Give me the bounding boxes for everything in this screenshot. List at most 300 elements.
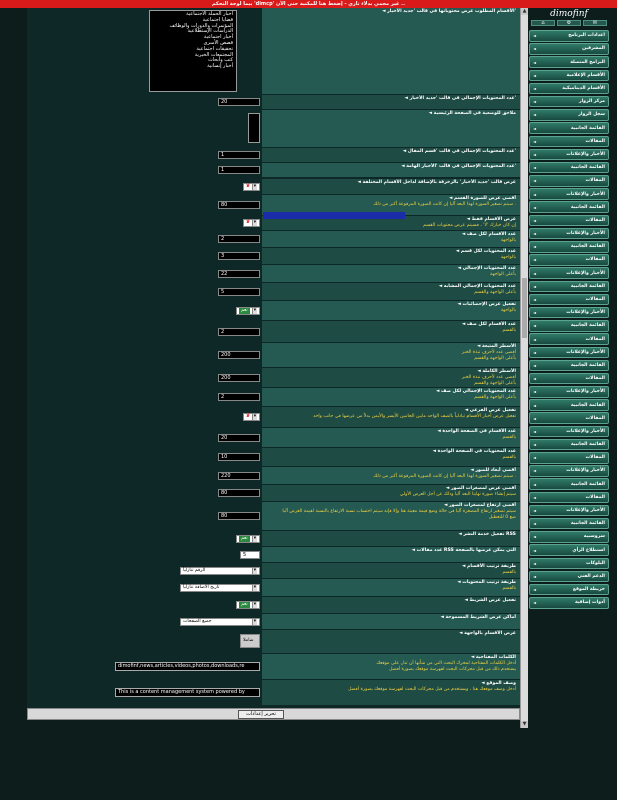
chevron-left-icon: ◄ (533, 125, 537, 131)
row-label: ◄ ملاحق للوضعية في الصفحة الرئيسية (262, 110, 520, 147)
row-title: عدد الأقسام لكل صف (466, 232, 516, 237)
row-label: ◄ تفعيل عرض الفرعي تفعيل عرض أخبار الأقسام تبادلياً بالصف الواحد مابين الجانبين الأيسر والأيمن بدلاً من عرضها في جانب واحد (262, 407, 520, 427)
sidebar-menu-item[interactable] (529, 175, 609, 187)
listbox-option[interactable]: أخبار الحملة الاجتماعية (186, 11, 233, 17)
sidebar-menu-item[interactable] (529, 439, 609, 451)
dropdown-select[interactable] (180, 567, 260, 575)
chevron-down-icon: ▾ (253, 567, 256, 573)
number-input[interactable]: 80 (218, 201, 260, 209)
chevron-left-icon: ◄ (533, 362, 537, 368)
number-input[interactable]: 20 (218, 98, 260, 106)
sidebar-menu-label: القائمة الجانبية (570, 165, 605, 171)
sidebar-menu-item[interactable] (529, 43, 609, 55)
sidebar-menu-item[interactable] (529, 452, 609, 464)
row-hint: بأعلى الواجهة (490, 272, 516, 277)
row-control-area (27, 110, 262, 147)
row-hint: أقصى عدد لأحرف نبذة الخبر (461, 375, 516, 380)
row-control-area (27, 216, 262, 230)
chevron-left-icon: ◄ (533, 204, 537, 210)
settings-row (27, 283, 520, 300)
row-control-area (27, 8, 262, 94)
warning-banner[interactable]: بيما لوحة التحكم 'dimcp' غير محمي بدلاء تاري - إضغط هنا للمكتبة حتى الآن .. (0, 0, 617, 8)
row-control-area (27, 531, 262, 546)
settings-row (27, 579, 520, 596)
chevron-left-icon: ◄ (533, 191, 537, 197)
sidebar-menu-item[interactable] (529, 597, 609, 609)
chevron-down-icon: ▾ (253, 535, 256, 541)
sidebar-menu-item[interactable] (529, 109, 609, 121)
sidebar-menu-item[interactable] (529, 465, 609, 477)
row-title: أقصى عرض للصورة القسم (454, 196, 516, 201)
chevron-down-icon: ▾ (253, 220, 256, 225)
row-title: أقصى عرض لمصغرات الصور (450, 486, 516, 491)
row-title: أقصى أبعاد للصور (475, 468, 516, 473)
sidebar-menu-label: القائمة الجانبية (570, 402, 605, 408)
chevron-left-icon: ◄ (533, 178, 537, 184)
settings-row (27, 654, 520, 679)
settings-row (27, 110, 520, 147)
sidebar-menu (529, 30, 609, 609)
row-title: عرض الأقسام بالواجهة (464, 631, 516, 636)
chevron-left-icon: ◄ (533, 310, 537, 316)
sidebar-menu-item[interactable] (529, 201, 609, 213)
select-value: نعم (241, 307, 248, 313)
sidebar-menu-item[interactable] (529, 215, 609, 227)
dropdown-select[interactable] (180, 618, 260, 626)
sidebar-menu-item[interactable] (529, 267, 609, 279)
yes-no-select[interactable] (243, 183, 260, 191)
submit-bar (27, 708, 520, 720)
sidebar-menu-label: سروسبيه (583, 534, 605, 540)
chevron-left-icon: ◄ (533, 270, 537, 276)
sidebar-menu-label: استطلاع الرأي (572, 547, 605, 553)
row-control-area (27, 467, 262, 484)
sidebar-menu-item[interactable] (529, 584, 609, 596)
select-value: لا (246, 414, 250, 419)
number-input[interactable]: 2 (218, 235, 260, 243)
row-label: ◄ عرض الأقسام فقط إن كان خيارك 'لا' ، فسيتم عرض محتويات القسم (262, 216, 520, 230)
sidebar-menu-label: الأخبار والإعلانات (566, 191, 605, 197)
number-input[interactable]: 1 (218, 166, 260, 174)
yes-no-select[interactable] (243, 413, 260, 421)
row-hint: بالواجهة (500, 238, 516, 243)
row-title: الأسطر المتبعة (482, 344, 516, 349)
home-icon[interactable]: ⌂ (531, 20, 555, 26)
scrollbar[interactable] (520, 8, 528, 728)
chevron-left-icon: ◄ (533, 336, 537, 342)
row-control-area (27, 265, 262, 282)
settings-row (27, 248, 520, 264)
select-value: تاريخ الاضافة تنازلياً (183, 584, 220, 590)
row-control-area (27, 368, 262, 387)
settings-row (27, 407, 520, 427)
listbox-option[interactable]: أخبار إنسانية (207, 63, 233, 70)
row-title: عدد المحتويات الإجمالي في قالب 'قسم المقال' (407, 149, 516, 154)
sidebar-menu-label: المقالات (585, 336, 605, 342)
row-label: ◄ أقصى ارتفاع لمصغرات الصور سيتم تصغير ارتفاع المصغرة آليا في حالة وضع قيمة معينة هنا وإلا فإنه سيتم احتساب نسبة الارتفاع بالنسبة لقيمة العرض آليا ضع 0 للتعطيل (262, 502, 520, 530)
sidebar-menu-item[interactable] (529, 426, 609, 438)
yes-no-select[interactable] (236, 535, 260, 543)
sidebar-menu-item[interactable] (529, 96, 609, 108)
listbox-option[interactable]: المؤتمرات والدورات والوظائف (169, 22, 233, 29)
settings-row (27, 388, 520, 406)
chevron-left-icon: ◄ (533, 481, 537, 487)
row-label: ◄ عدد المحتويات الإجمالي في قالب 'الأخبار الهامة' (262, 163, 520, 177)
row-label: ◄ أقصى عرض للصورة القسم سيتم تصغير الصورة لهذا البعد آليا إن كانت الصورة المرفوعة أكبر من ذلك . (262, 195, 520, 215)
row-label: ◄ عدد المحتويات في الصفحة الواحدة بالقسم (262, 448, 520, 466)
select-value: الرقم تنازلياً (183, 567, 206, 573)
chevron-left-icon: ◄ (533, 600, 537, 606)
settings-row (27, 301, 520, 320)
sidebar-menu-item[interactable] (529, 360, 609, 372)
chevron-left-icon: ◄ (533, 217, 537, 223)
sidebar-menu-label: الأخبار والإعلانات (566, 468, 605, 474)
number-input[interactable]: 5 (240, 551, 260, 559)
row-control-area (27, 163, 262, 177)
sidebar-menu-item[interactable] (529, 294, 609, 306)
settings-row (27, 448, 520, 466)
chevron-left-icon: ◄ (533, 468, 537, 474)
chevron-left-icon: ◄ (533, 534, 537, 540)
row-label: ◄ تفعيل عرض الإحصائيات بالواجهة (262, 301, 520, 320)
settings-row (27, 485, 520, 501)
number-input[interactable]: 22 (218, 270, 260, 278)
settings-row (27, 563, 520, 578)
row-label: ◄ الكلمات المفتاحية أدخل الكلمات المفتاحية لمحرك البحث التي من شأنها أن تدل على موقعك يستخدم ذلك من قبل محركات البحث لفهرسة موقعك بصورة أفضل (262, 654, 520, 679)
row-title: عدد الأقسام لكل صف (466, 322, 516, 327)
settings-row (27, 428, 520, 447)
settings-row (27, 343, 520, 367)
sidebar-menu-label: القائمة الجانبية (570, 442, 605, 448)
sidebar-menu-item[interactable] (529, 399, 609, 411)
row-hint: أدخل الكلمات المفتاحية لمحرك البحث التي من شأنها أن تدل على موقعك (376, 661, 516, 666)
save-settings-button[interactable]: تحرير إعدادات (238, 710, 284, 719)
yes-no-select[interactable] (236, 307, 260, 315)
row-title: طريقة ترتيب الأقسام (466, 564, 516, 569)
chevron-left-icon: ◄ (533, 455, 537, 461)
row-title: أماكن عرض الشريط المسموحة (445, 615, 516, 620)
chevron-left-icon: ◄ (533, 33, 537, 39)
row-hint: تفعيل عرض أخبار الأقسام تبادلياً بالصف الواحد مابين الجانبين الأيسر والأيمن بدلاً من عرضها في جانب واحد (313, 414, 516, 419)
row-title: عدد مقالات RSS التي يمكن عرضها بالصفحة (416, 548, 516, 553)
row-hint: بالواجهة (500, 255, 516, 260)
row-control-area (27, 301, 262, 320)
row-title: ملاحق للوضعية في الصفحة الرئيسية (433, 111, 516, 116)
sidebar-menu-item[interactable] (529, 478, 609, 490)
number-input[interactable]: 10 (218, 453, 260, 461)
row-hint: سيتم إنشاء صورة نهايتا البعد آليا وذلك عن أجل العرض الأولي (399, 492, 516, 497)
sidebar-menu-label: المقالات (585, 376, 605, 382)
sidebar-menu-label: الأخبار والإعلانات (566, 310, 605, 316)
row-control-area (27, 343, 262, 367)
number-input[interactable]: 5 (218, 288, 260, 296)
number-input[interactable]: 1 (218, 151, 260, 159)
sidebar-menu-item[interactable] (529, 228, 609, 240)
sidebar-menu-item[interactable] (529, 83, 609, 95)
sidebar-icons (529, 20, 609, 28)
number-input[interactable]: 80 (218, 512, 260, 520)
row-control-area (27, 179, 262, 194)
row-label: ◄ عرض قالب 'جديد الأخبار' بالزخرفة بالإضافة لداخل الأقسام المختلفة (262, 179, 520, 194)
row-label: ◄ عدد الأقسام لكل صف بالواجهة (262, 231, 520, 247)
row-control-area (27, 283, 262, 300)
sidebar-menu-item[interactable] (529, 492, 609, 504)
row-label: ◄ عدد المحتويات لكل قسم بالواجهة (262, 248, 520, 264)
row-control-area (27, 654, 262, 679)
sidebar-menu-label: الأخبار والإعلانات (566, 508, 605, 513)
listbox-option[interactable]: المجتمعات الخيرية (194, 51, 233, 58)
sidebar-menu-item[interactable] (529, 281, 609, 293)
sidebar-menu-label: أدوات إضافية (575, 600, 605, 606)
sidebar-menu-label: المقالات (585, 415, 605, 421)
settings-row (27, 630, 520, 653)
settings-row (27, 321, 520, 342)
sidebar-menu-label: الأخبار والإعلانات (566, 389, 605, 395)
select-value: نعم (241, 535, 248, 541)
sidebar-menu-item[interactable] (529, 254, 609, 266)
chevron-left-icon: ◄ (533, 151, 537, 157)
textarea-field[interactable] (248, 113, 260, 143)
listbox-option[interactable]: تحقيقات اجتماعية (196, 45, 233, 52)
settings-row (27, 163, 520, 177)
chevron-down-icon: ▾ (253, 183, 256, 189)
row-control-area (27, 388, 262, 406)
sidebar-menu-item[interactable] (529, 571, 609, 583)
row-label: ◄ عدد المحتويات الإجمالي في قالب 'جديد الأخبار' (262, 95, 520, 109)
chevron-left-icon: ◄ (533, 297, 537, 302)
sidebar-menu-label: المشرفين (582, 46, 605, 52)
sidebar-menu-item[interactable] (529, 241, 609, 253)
sidebar-menu-item[interactable] (529, 505, 609, 517)
sidebar-menu-label: الأخبار والإعلانات (566, 270, 605, 276)
chevron-down-icon: ▾ (253, 584, 256, 590)
settings-row (27, 680, 520, 705)
sidebar-menu-label: القائمة الجانبية (570, 244, 605, 250)
listbox-option[interactable]: قضايا اجتماعية (202, 16, 233, 23)
sidebar-menu-label: المقالات (585, 494, 605, 500)
settings-row (27, 148, 520, 162)
sidebar-menu-label: الدعم الفني (577, 573, 605, 579)
settings-row (27, 531, 520, 546)
row-label: ◄ الأقسام المطلوب عرض محتوياتها في قالب 'جديد الأخبار' (262, 8, 520, 94)
row-label: ◄ عدد المحتويات الإجمالي في قالب 'قسم المقال' (262, 148, 520, 162)
row-hint: بالقسم (502, 435, 516, 440)
settings-row (27, 231, 520, 247)
row-title: عدد المحتويات الإجمالي لكل صف (441, 389, 516, 394)
sidebar-menu-label: مركز الزوار (578, 99, 605, 105)
row-hint: بأعلى الواجهة والقسم (474, 381, 516, 386)
sidebar-menu-item[interactable] (529, 307, 609, 319)
chevron-down-icon: ▾ (253, 618, 256, 624)
row-control-area (27, 321, 262, 342)
dropdown-select[interactable] (180, 584, 260, 592)
sidebar-menu-item[interactable] (529, 320, 609, 332)
number-input[interactable]: 2 (218, 393, 260, 401)
sidebar-menu-label: اعدادات البرنامج (568, 33, 605, 39)
number-input[interactable]: 200 (218, 374, 260, 382)
sections-listbox[interactable] (149, 10, 237, 92)
number-input[interactable]: 80 (218, 489, 260, 497)
row-title: الأسطر الكاملة (482, 369, 516, 374)
row-hint: بالقسم (502, 455, 516, 460)
row-label: ◄ عرض الأقسام بالواجهة (262, 630, 520, 653)
row-title: عدد المحتويات لكل قسم (460, 249, 516, 254)
sidebar-menu-label: القائمة الجانبية (570, 204, 605, 210)
row-title: عرض قالب 'جديد الأخبار' بالزخرفة بالإضافة لداخل الأقسام المختلفة (362, 180, 516, 185)
row-control-area (27, 680, 262, 705)
sidebar-menu-label: المقالات (585, 257, 605, 263)
chevron-down-icon: ▾ (253, 602, 256, 607)
sidebar-menu-label: المقالات (585, 178, 605, 184)
row-label: ◄ طريقة ترتيب المحتويات بالقسم (262, 579, 520, 596)
chevron-left-icon: ◄ (533, 494, 537, 500)
sidebar-menu-item[interactable] (529, 544, 609, 556)
chevron-down-icon: ▾ (253, 307, 256, 313)
sidebar-menu-item[interactable] (529, 188, 609, 200)
sidebar-menu-item[interactable] (529, 412, 609, 424)
sidebar-menu-label: القائمة الجانبية (570, 323, 605, 329)
text-input[interactable]: dimofinf,news,articles,videos,photos,downloads,re (115, 662, 260, 671)
sidebar-menu-label: خريطة الموقع (572, 587, 605, 593)
sidebar-menu-label: المقالات (585, 297, 605, 302)
number-input[interactable]: 2 (218, 328, 260, 336)
sidebar-menu-item[interactable] (529, 558, 609, 570)
chevron-left-icon: ◄ (533, 323, 537, 329)
sidebar-menu-label: القائمة الجانبية (570, 481, 605, 487)
sidebar-menu-label: المقالات (585, 217, 605, 223)
sidebar-menu-item[interactable] (529, 122, 609, 134)
row-hint: بأعلى الواجهة والقسم (474, 395, 516, 400)
row-hint: أدخل وصف موقعك هنا ، ويستخدم من قبل محركات البحث لفهرسة موقعك بصورة أفضل (348, 687, 516, 692)
sidebar-menu-item[interactable] (529, 162, 609, 174)
row-hint: سيتم تصغير الصورة لهذا البعد آليا إن كانت الصورة المرفوعة أكبر من ذلك . (373, 202, 516, 207)
row-label: ◄ أماكن عرض الشريط المسموحة (262, 614, 520, 629)
sidebar-menu-item[interactable] (529, 149, 609, 161)
row-label: ◄ عدد الأقسام لكل صف بالقسم (262, 321, 520, 342)
yes-no-select[interactable] (236, 601, 260, 609)
row-control-area (27, 95, 262, 109)
text-input[interactable]: This is a content management system powered by (115, 688, 260, 697)
row-label: ◄ عدد المحتويات الإجمالي المشابه بأعلى الواجهة والقسم (262, 283, 520, 300)
row-control-area (27, 614, 262, 629)
row-title: عدد المحتويات الإجمالي (462, 266, 516, 271)
selection-highlight (263, 212, 405, 219)
chevron-left-icon: ◄ (533, 415, 537, 421)
scroll-up-icon[interactable]: ▲ (522, 8, 527, 14)
row-title: تفعيل عرض الشريط (469, 598, 516, 603)
row-control-area (27, 195, 262, 215)
listbox-option[interactable]: كتب وأبحاث (207, 57, 233, 64)
sidebar-menu-item[interactable] (529, 136, 609, 148)
sidebar-menu-label: القائمة الجانبية (570, 521, 605, 527)
chevron-left-icon: ◄ (533, 402, 537, 408)
row-control-area (27, 597, 262, 613)
number-input[interactable]: 3 (218, 252, 260, 260)
sidebar-menu-item[interactable] (529, 518, 609, 530)
row-control-area (27, 485, 262, 501)
select-value: لا (246, 220, 250, 225)
scroll-down-icon[interactable]: ▼ (522, 721, 527, 727)
chevron-left-icon: ◄ (533, 376, 537, 382)
mail-icon[interactable]: ✉ (583, 20, 607, 26)
yes-no-select[interactable] (243, 219, 260, 227)
sidebar-menu-item[interactable] (529, 30, 609, 42)
row-label: ◄ الأسطر الكاملة أقصى عدد لأحرف نبذة الخبر بأعلى الواجهة والقسم (262, 368, 520, 387)
row-label: ◄ وصف الموقع أدخل وصف موقعك هنا ، ويستخدم من قبل محركات البحث لفهرسة موقعك بصورة أفضل (262, 680, 520, 705)
sidebar-menu-label: المقالات (585, 455, 605, 461)
number-input[interactable]: 20 (218, 434, 260, 442)
gear-icon[interactable]: ⚙ (557, 20, 581, 26)
chevron-left-icon: ◄ (533, 257, 537, 263)
row-control-area (27, 547, 262, 562)
chevron-left-icon: ◄ (533, 428, 537, 434)
chevron-left-icon: ◄ (533, 547, 537, 553)
settings-row (27, 597, 520, 613)
sidebar-menu-item[interactable] (529, 56, 609, 68)
scroll-thumb[interactable] (522, 278, 527, 338)
chevron-left-icon: ◄ (533, 587, 537, 593)
number-input[interactable]: 200 (218, 351, 260, 359)
row-title: تفعيل عرض الفرعي (469, 408, 516, 413)
select-value: نعم (241, 602, 248, 607)
listbox-option[interactable]: قصص الأسرى (203, 39, 233, 46)
number-input[interactable]: 220 (218, 472, 260, 480)
sidebar (529, 8, 609, 648)
settings-row (27, 547, 520, 562)
row-title: عدد الأقسام في الصفحة الواحدة (442, 429, 516, 434)
sidebar-menu-item[interactable] (529, 347, 609, 359)
row-title: وصف الموقع (486, 681, 516, 686)
sidebar-menu-item[interactable] (529, 531, 609, 543)
row-label: ◄ عدد المحتويات الإجمالي بأعلى الواجهة (262, 265, 520, 282)
settings-row (27, 179, 520, 194)
sidebar-menu-item[interactable] (529, 333, 609, 345)
chevron-left-icon: ◄ (533, 86, 537, 91)
row-hint: بأعلى الواجهة والقسم (474, 356, 516, 361)
row-label: ◄ تفعيل عرض الشريط (262, 597, 520, 613)
listbox-option[interactable]: أخبار اجتماعية (203, 34, 233, 41)
row-control-area (27, 502, 262, 530)
row-control-area (27, 407, 262, 427)
listbox-option[interactable]: الدراسات الإستطلاعية (187, 28, 233, 35)
row-hint: بأعلى الواجهة والقسم (474, 290, 516, 295)
sidebar-menu-label: المقالات (585, 138, 605, 144)
chevron-left-icon: ◄ (533, 560, 537, 566)
chevron-left-icon: ◄ (533, 349, 537, 355)
sidebar-menu-label: الأقسام الإعلامية (566, 72, 605, 78)
row-label: ◄ أقصى عرض لمصغرات الصور سيتم إنشاء صورة نهايتا البعد آليا وذلك عن أجل العرض الأولي (262, 485, 520, 501)
row-hint: بالقسم (502, 328, 516, 333)
sidebar-menu-label: القائمة الجانبية (570, 362, 605, 368)
row-title: أقصى ارتفاع لمصغرات الصور (449, 503, 516, 508)
sidebar-menu-label: البرامج المتصلة (570, 59, 605, 65)
chevron-left-icon: ◄ (533, 231, 537, 237)
chevron-left-icon: ◄ (533, 99, 537, 105)
row-title: تفعيل خدمة النشر RSS (463, 532, 516, 537)
dropdown-select[interactable] (240, 634, 260, 648)
sidebar-menu-item[interactable] (529, 373, 609, 385)
row-hint: ضع 0 للتعطيل (488, 515, 516, 520)
row-label: ◄ عدد الأقسام في الصفحة الواحدة بالقسم (262, 428, 520, 447)
row-label: ◄ الأسطر المتبعة أقصى عدد لأحرف نبذة الخبر بأعلى الواجهة والقسم (262, 343, 520, 367)
chevron-left-icon: ◄ (533, 46, 537, 52)
chevron-left-icon: ◄ (533, 138, 537, 144)
sidebar-menu-item[interactable] (529, 70, 609, 82)
settings-row (27, 368, 520, 387)
row-title: عدد المحتويات الإجمالي في قالب 'الأخبار الهامة' (406, 164, 516, 169)
sidebar-menu-item[interactable] (529, 386, 609, 398)
select-value: جميع الصفحات (183, 618, 212, 624)
